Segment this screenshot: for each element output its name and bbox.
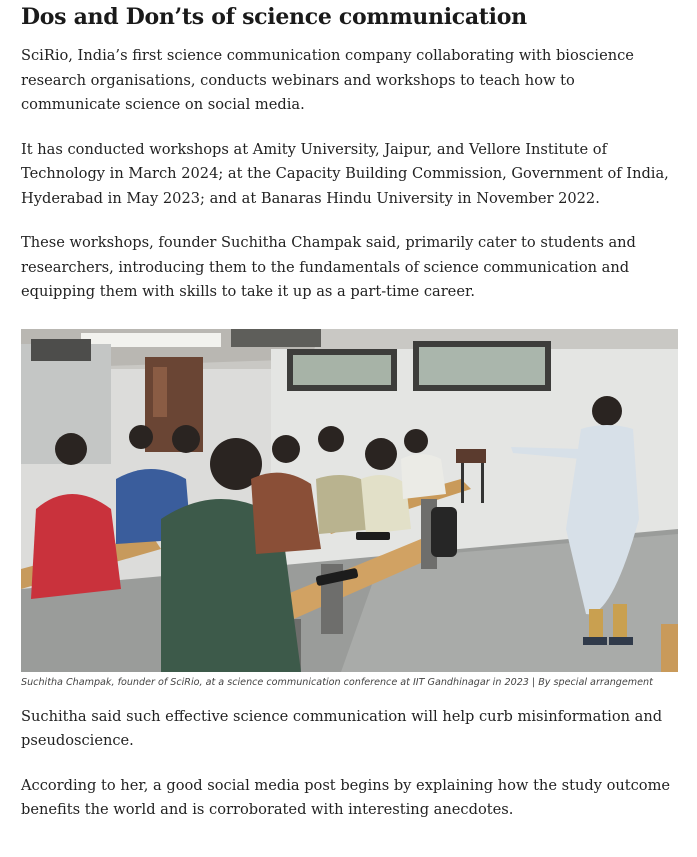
article-figure <box>21 329 676 690</box>
paragraph-social-post: According to her, a good social media post begins by explaining how the study outcome benefits the world and is corroborated with interesting anecdotes. <box>21 776 671 818</box>
paragraph-workshops: It has conducted workshops at Amity University, Jaipur, and Vellore Institute of Technology in March 2024; at the Capacity Building Commission, Government of India, Hyderabad in May 2023; and at Banaras Hindu University in November 2022. <box>21 140 669 207</box>
classroom-photo <box>21 329 678 672</box>
paragraph-audience: These workshops, founder Suchitha Champak said, primarily cater to students and researchers, introducing them to the fundamentals of science communication and equipping them with skills to take it up as a part-time career. <box>21 234 636 300</box>
section-heading: Dos and Don’ts of science communication <box>21 4 527 30</box>
figure-caption: Suchitha Champak, founder of SciRio, at a science communication conference at IIT Gandhinagar in 2023 | By special arrangement <box>21 676 653 688</box>
paragraph-misinformation: Suchitha said such effective science communication will help curb misinformation and pseudoscience. <box>21 707 663 749</box>
paragraph-intro: SciRio, India’s first science communication company collaborating with bioscience research organisations, conducts webinars and workshops to teach how to communicate science on social media. <box>21 47 634 113</box>
